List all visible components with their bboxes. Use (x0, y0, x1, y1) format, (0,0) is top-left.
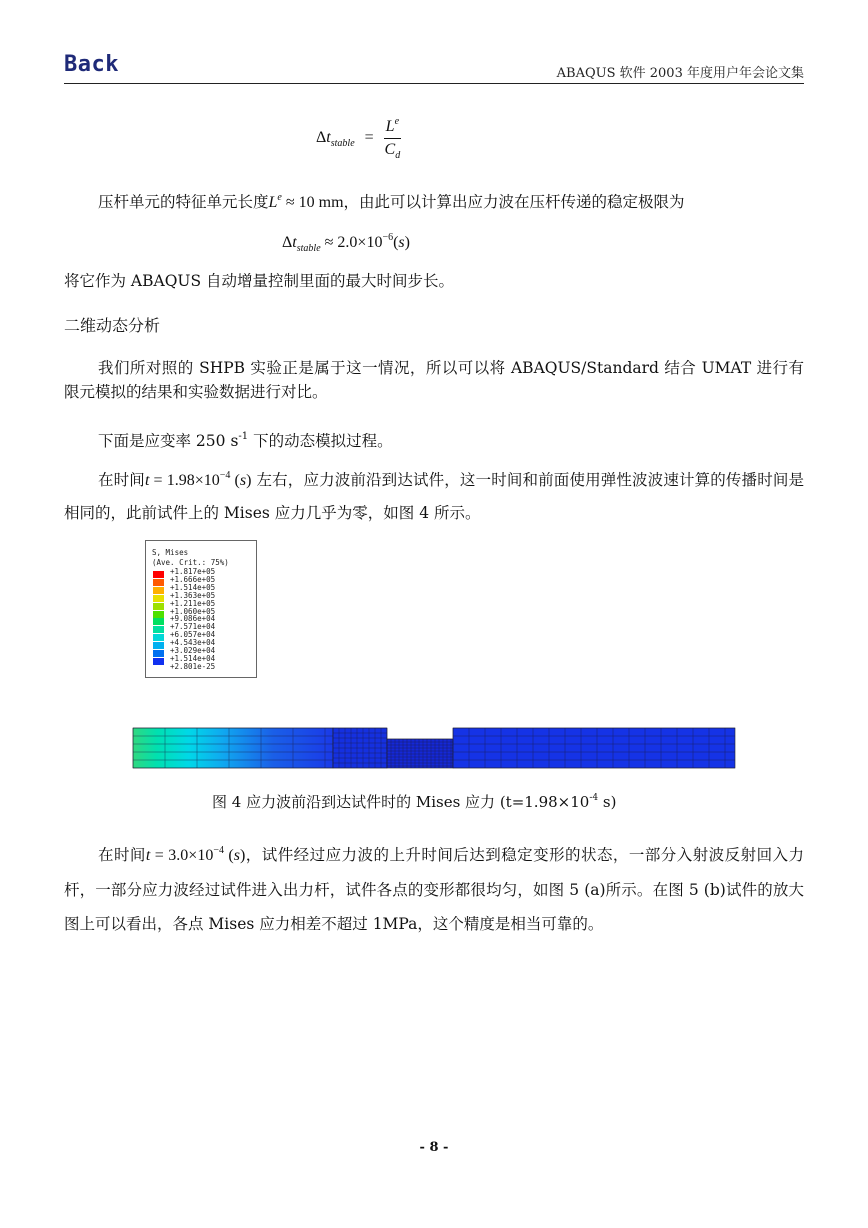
legend-swatch (153, 634, 164, 641)
eq1-numerator: L (385, 118, 395, 135)
p6-text-a: 在时间 (98, 846, 146, 864)
paragraph-strain-rate (64, 425, 804, 453)
legend-swatch (153, 603, 164, 610)
p1-text-b: ，由此可以计算出应力波在压杆传递的稳定极限为 (343, 193, 685, 211)
eq2-paren-open: ( (393, 234, 399, 251)
legend-swatch (153, 571, 164, 578)
caption-sup: -4 (589, 793, 599, 803)
eq2-delta: Δ (282, 234, 293, 251)
p1-var-sup: e (277, 192, 282, 203)
eq1-denominator-sub: d (395, 150, 401, 161)
legend-value: +3.029e+04 (170, 646, 216, 655)
p4-text-b: 下的动态模拟过程。 (248, 432, 393, 450)
eq1-numerator-sup: e (394, 116, 400, 127)
legend-swatch (153, 587, 164, 594)
p6-exp: −4 (213, 845, 224, 856)
p5-paren-open: ( (230, 472, 240, 489)
p6-unit: s (233, 847, 240, 864)
p6-paren-close: ) (240, 847, 246, 864)
p1-approx: ≈ 10 mm (281, 194, 344, 211)
legend-value: +2.801e-25 (170, 661, 216, 671)
paragraph-wavefront (64, 460, 804, 529)
legend-swatch (153, 642, 164, 649)
legend-value: +1.817e+05 (170, 567, 216, 576)
p5-exp: −4 (219, 470, 231, 481)
p5-unit: s (239, 472, 247, 489)
p5-text-b: 左右，应力波前沿到达试件，这一时间和前面使用弹性波波速计算的传播时间是相同的，此前试件上的 Mises 应力几乎为零，如图 4 所示。 (64, 471, 805, 522)
header-divider (64, 83, 804, 84)
legend-swatch (153, 650, 164, 657)
p6-text-b: ，试件经过应力波的上升时间后达到稳定变形的状态，一部分入射波反射回入力杆，一部分应力波经过试件进入出力杆，试件各点的变形都很均匀，如图 5 (a)所示。在图 5 (b)试件的放大图上可以看出，各点 Mises 应力相差不超过 1MPa，这个精度是相当可靠的。 (64, 846, 804, 933)
legend-value: +9.086e+04 (170, 614, 216, 624)
p1-var: L (268, 194, 278, 211)
legend-swatch (153, 611, 164, 618)
eq2-unit: s (398, 234, 405, 251)
page-number: - 8 - (419, 1140, 449, 1155)
eq1-equals: = (364, 129, 374, 147)
p5-paren-close: ) (246, 472, 252, 489)
p4-text-a: 下面是应变率 250 s (98, 432, 239, 450)
eq2-t: t (292, 234, 297, 251)
legend-swatch (153, 579, 164, 586)
legend-swatch (153, 618, 164, 625)
eq2-subscript: stable (296, 243, 321, 254)
legend-swatch (153, 626, 164, 633)
eq2-exponent: −6 (382, 232, 394, 243)
mises-contour-plot (130, 722, 738, 772)
eq1-fraction (384, 116, 401, 161)
equation-stable-limit (282, 232, 410, 254)
caption-text-b: s) (598, 793, 617, 811)
legend-value: +1.514e+05 (170, 582, 216, 592)
figure-4-caption (212, 791, 616, 812)
p1-text-a: 压杆单元的特征单元长度 (98, 193, 269, 211)
eq1-t: t (326, 129, 331, 147)
paragraph-steady-state (64, 834, 804, 941)
p5-mid: = 1.98×10 (149, 472, 220, 489)
mises-legend (145, 540, 257, 678)
section-heading: 二维动态分析 (64, 316, 161, 335)
journal-title: ABAQUS 软件 2003 年度用户年会论文集 (556, 66, 804, 81)
p6-mid: = 3.0×10 (150, 847, 214, 864)
eq2-paren-close: ) (404, 234, 410, 251)
eq1-subscript: stable (330, 138, 355, 150)
p6-t: t (145, 847, 151, 864)
legend-value: +1.211e+05 (170, 598, 216, 608)
legend-value: +4.543e+04 (170, 638, 216, 648)
p4-sup: -1 (238, 431, 249, 442)
legend-value: +1.060e+05 (170, 606, 216, 616)
p6-paren-open: ( (223, 847, 234, 864)
back-link[interactable]: Back (64, 52, 119, 77)
delta-symbol: Δ (316, 129, 327, 147)
legend-value: +6.057e+04 (170, 630, 216, 640)
p5-text-a: 在时间 (98, 471, 145, 489)
legend-swatch (153, 658, 164, 665)
caption-text-a: 图 4 应力波前沿到达试件时的 Mises 应力 (t=1.98×10 (212, 793, 590, 811)
paragraph-shpb: 我们所对照的 SHPB 实验正是属于这一情况，所以可以将 ABAQUS/Standard 结合 UMAT 进行有限元模拟的结果和实验数据进行对比。 (64, 359, 804, 401)
legend-swatch (153, 595, 164, 602)
legend-subtitle: (Ave. Crit.: 75%) (152, 558, 229, 567)
paragraph-element-length (64, 186, 804, 215)
legend-value: +1.666e+05 (170, 574, 216, 584)
legend-value: +1.514e+04 (170, 653, 216, 663)
paragraph-max-step: 将它作为 ABAQUS 自动增量控制里面的最大时间步长。 (64, 272, 455, 290)
legend-value: +1.363e+05 (170, 590, 216, 600)
legend-title: S, Mises (152, 548, 189, 557)
eq1-denominator: C (384, 141, 396, 158)
p5-t: t (144, 472, 150, 489)
legend-value: +7.571e+04 (170, 622, 216, 632)
equation-stable-time (316, 116, 401, 161)
eq2-rhs: ≈ 2.0×10 (320, 234, 383, 251)
